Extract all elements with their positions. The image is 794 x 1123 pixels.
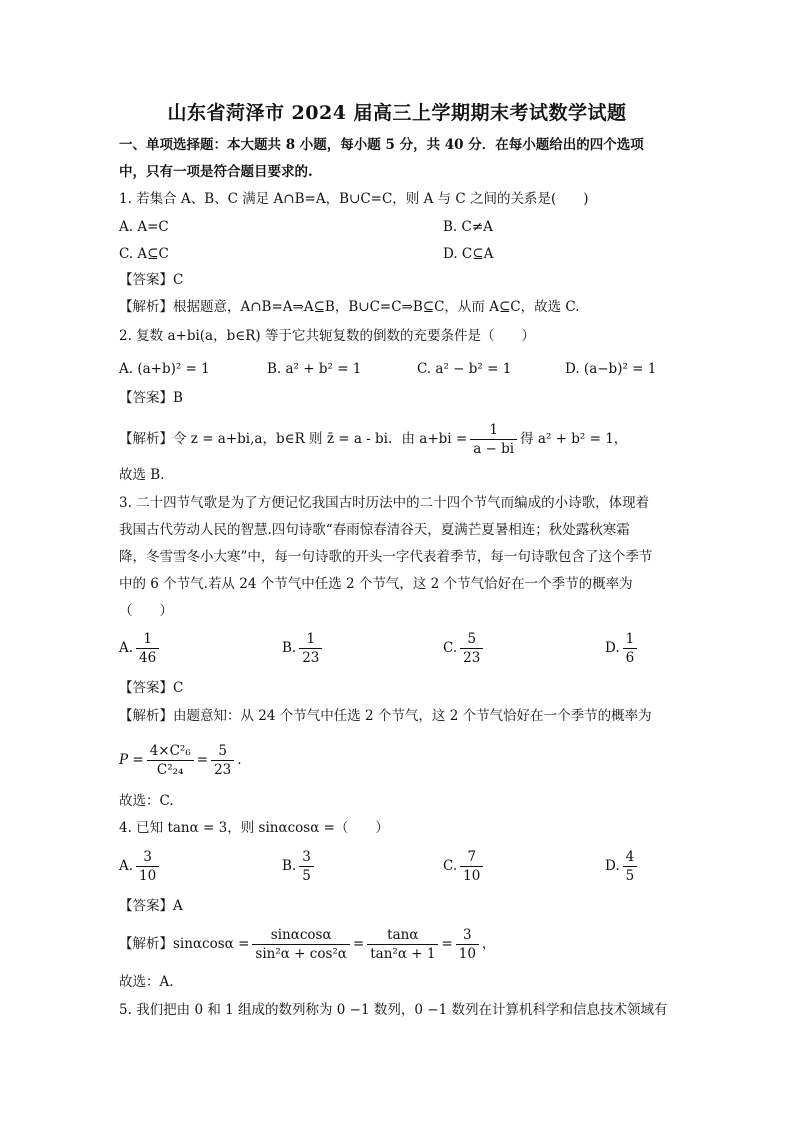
q2-stem: 2. 复数 a+bi(a，b∈R) 等于它共轭复数的倒数的充要条件是（ ） [119, 328, 535, 344]
q4-f2-den: tan²α + 1 [370, 946, 436, 962]
q3-line5: （ ） [119, 603, 173, 619]
q4-conclusion: 故选：A. [119, 974, 174, 990]
q3-b-num: 1 [299, 630, 322, 649]
q3-line1: 3. 二十四节气歌是为了方便记忆我国古时历法中的二十四个节气而编成的小诗歌，体现着 [119, 495, 650, 511]
q4-eq2: = [441, 936, 453, 952]
q3-d-den: 6 [625, 650, 635, 666]
q4-b-label: B. [282, 858, 297, 874]
q3-line3: 降，冬雪雪冬小大寒”中，每一句诗歌的开头一字代表着季节，每一句诗歌包含了这个季节 [119, 549, 653, 565]
q3-b-fraction [299, 630, 322, 667]
q2-analysis [119, 418, 627, 460]
q5-stem: 5. 我们把由 0 和 1 组成的数列称为 0 −1 数列，0 −1 数列在计算机科学和信息技术领域有 [119, 1002, 668, 1018]
q4-analysis-pre: 【解析】sinαcosα = [119, 936, 250, 952]
section-heading-line2: 中，只有一项是符合题目要求的. [119, 164, 313, 180]
q4-option-c [443, 848, 486, 885]
q4-analysis [119, 922, 495, 966]
q3-formula-den1: C²₂₄ [156, 762, 184, 778]
q4-f3-den: 10 [458, 946, 476, 962]
q3-a-label: A. [119, 640, 134, 656]
q3-formula-lhs: P = [119, 752, 144, 768]
q3-formula-eq: = [196, 752, 209, 768]
q3-analysis: 【解析】由题意知：从 24 个节气中任选 2 个节气，这 2 个节气恰好在一个季节的概率为 [119, 708, 652, 724]
q3-formula-num1: 4×C²₆ [147, 742, 194, 761]
q4-c-num: 7 [460, 848, 483, 867]
q3-a-fraction [136, 630, 159, 667]
q3-d-fraction [623, 630, 638, 667]
q2-frac-den: a − bi [473, 441, 515, 457]
q2-conclusion: 故选 B． [119, 467, 174, 483]
q4-d-label: D. [605, 858, 620, 874]
q3-c-fraction [460, 630, 483, 667]
q2-option-a: A. (a+b)² = 1 [119, 361, 210, 377]
page-title: 山东省菏泽市 2024 届高三上学期期末考试数学试题 [167, 102, 627, 124]
q4-stem: 4. 已知 tanα = 3，则 sinαcosα =（ ） [119, 820, 389, 836]
q1-stem: 1. 若集合 A、B、C 满足 A∩B=A，B∪C=C，则 A 与 C 之间的关系是( ) [119, 191, 589, 207]
q3-option-d [605, 630, 640, 667]
q1-answer: 【答案】C [119, 272, 184, 288]
q4-b-den: 5 [302, 868, 311, 884]
section-heading-line1: 一、单项选择题：本大题共 8 小题，每小题 5 分，共 40 分．在每小题给出的四个选项 [119, 137, 644, 153]
q4-f1-num: sinαcosα [252, 926, 350, 945]
q4-option-b [282, 848, 317, 885]
q4-d-fraction [623, 848, 638, 885]
q4-c-fraction [460, 848, 483, 885]
q4-c-label: C. [443, 858, 458, 874]
q2-analysis-fraction [470, 421, 517, 458]
q4-eq1: = [352, 936, 365, 952]
q2-option-d: D. (a−b)² = 1 [565, 361, 657, 377]
q2-option-c: C. a² − b² = 1 [417, 361, 512, 377]
q4-answer: 【答案】A [119, 898, 183, 914]
q3-formula-frac2 [211, 742, 234, 779]
q4-a-label: A. [119, 858, 134, 874]
q4-f2-num: tanα [367, 926, 438, 945]
q2-analysis-pre: 【解析】令 z = a+bi,a，b∈R 则 z̄ = a - bi．由 a+bi = [119, 431, 468, 447]
q3-option-c [443, 630, 486, 667]
q3-answer: 【答案】C [119, 680, 184, 696]
q4-frac1 [252, 926, 350, 963]
q4-d-den: 5 [625, 868, 635, 884]
q2-answer: 【答案】B [119, 390, 183, 406]
q1-option-d: D. C⊆A [443, 246, 494, 262]
q3-formula-num2: 5 [211, 742, 234, 761]
q4-c-den: 10 [463, 868, 481, 884]
q2-option-b: B. a² + b² = 1 [267, 361, 362, 377]
q3-formula-frac1 [147, 742, 194, 779]
q4-d-num: 4 [623, 848, 638, 867]
q4-frac2 [367, 926, 438, 963]
q4-option-d [605, 848, 640, 885]
q3-line4: 中的 6 个节气.若从 24 个节气中任选 2 个节气，这 2 个节气恰好在一个季节的概率为 [119, 576, 633, 592]
q1-analysis: 【解析】根据题意，A∩B=A⇒A⊆B，B∪C=C⇒B⊆C，从而 A⊆C，故选 C. [119, 299, 580, 315]
q4-a-fraction [136, 848, 159, 885]
q3-d-num: 1 [623, 630, 638, 649]
q3-formula [119, 738, 242, 782]
q3-formula-end: . [237, 752, 242, 768]
q3-b-den: 23 [302, 650, 320, 666]
q3-c-den: 23 [463, 650, 481, 666]
q1-option-b: B. C≠A [443, 219, 493, 235]
q4-option-a [119, 848, 162, 885]
q4-frac3 [456, 926, 479, 963]
q2-frac-num: 1 [470, 421, 517, 440]
q4-a-den: 10 [139, 868, 157, 884]
q3-a-den: 46 [139, 650, 157, 666]
q3-conclusion: 故选：C. [119, 793, 174, 809]
q4-b-num: 3 [299, 848, 314, 867]
q4-f3-num: 3 [456, 926, 479, 945]
q3-a-num: 1 [136, 630, 159, 649]
q1-option-a: A. A=C [119, 219, 169, 235]
q4-analysis-end: ， [481, 936, 496, 952]
q1-option-c: C. A⊆C [119, 246, 169, 262]
q3-b-label: B. [282, 640, 297, 656]
q3-c-num: 5 [460, 630, 483, 649]
q2-analysis-post: 得 a² + b² = 1， [520, 431, 628, 447]
q3-formula-den2: 23 [214, 762, 232, 778]
q4-b-fraction [299, 848, 314, 885]
q4-f1-den: sin²α + cos²α [255, 946, 347, 962]
q3-option-a [119, 630, 162, 667]
q3-c-label: C. [443, 640, 458, 656]
q3-option-b [282, 630, 325, 667]
q3-d-label: D. [605, 640, 620, 656]
q3-line2: 我国古代劳动人民的智慧.四句诗歌“春雨惊春清谷天，夏满芒夏暑相连；秋处露秋寒霜 [119, 522, 630, 538]
q4-a-num: 3 [136, 848, 159, 867]
